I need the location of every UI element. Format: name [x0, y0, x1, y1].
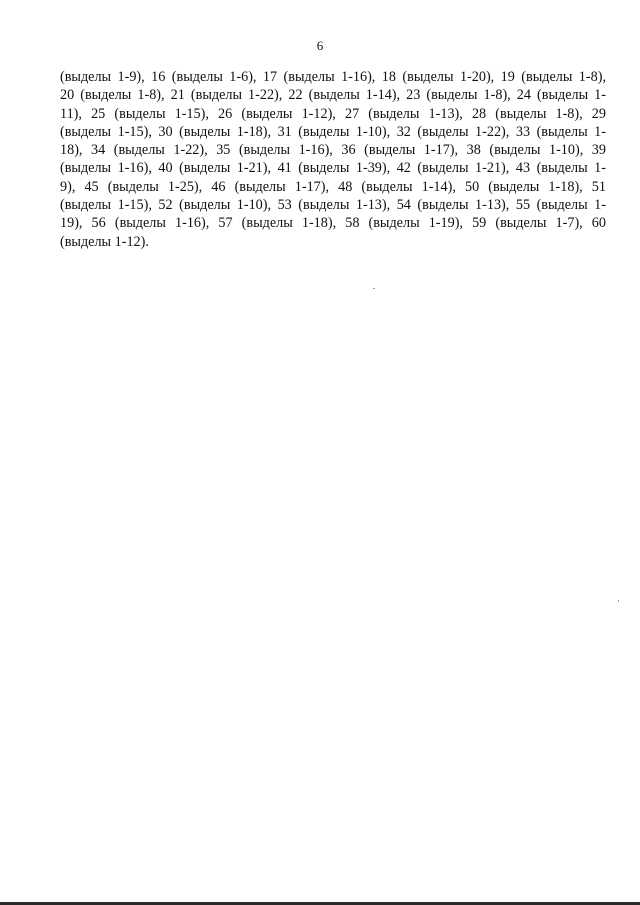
text-line: 11), 25 (выделы 1-15), 26 (выделы 1-12), 27 (выделы 1-13), 28 (выделы 1-8), 29: [60, 105, 606, 122]
text-line: (выделы 1-15), 30 (выделы 1-18), 31 (выделы 1-10), 32 (выделы 1-22), 33 (выделы 1-: [60, 123, 606, 140]
text-line: 19), 56 (выделы 1-16), 57 (выделы 1-18), 58 (выделы 1-19), 59 (выделы 1-7), 60: [60, 215, 606, 232]
page-number: 6: [316, 38, 324, 53]
text-line: (выделы 1-9), 16 (выделы 1-6), 17 (выделы 1-16), 18 (выделы 1-20), 19 (выделы 1-8),: [60, 69, 606, 85]
text-line: 20 (выделы 1-8), 21 (выделы 1-22), 22 (выделы 1-14), 23 (выделы 1-8), 24 (выделы 1-: [60, 87, 606, 104]
scan-speck: [373, 288, 375, 289]
text-line: (выделы 1-15), 52 (выделы 1-10), 53 (выделы 1-13), 54 (выделы 1-13), 55 (выделы 1-: [60, 197, 606, 214]
text-line: 18), 34 (выделы 1-22), 35 (выделы 1-16), 36 (выделы 1-17), 38 (выделы 1-10), 39: [60, 142, 606, 159]
text-line: (выделы 1-12).: [60, 233, 149, 250]
text-line: (выделы 1-16), 40 (выделы 1-21), 41 (выделы 1-39), 42 (выделы 1-21), 43 (выделы 1-: [60, 160, 606, 177]
scan-speck: [618, 600, 619, 602]
body-paragraph: [60, 68, 606, 251]
text-line: 9), 45 (выделы 1-25), 46 (выделы 1-17), 48 (выделы 1-14), 50 (выделы 1-18), 51: [60, 178, 606, 195]
